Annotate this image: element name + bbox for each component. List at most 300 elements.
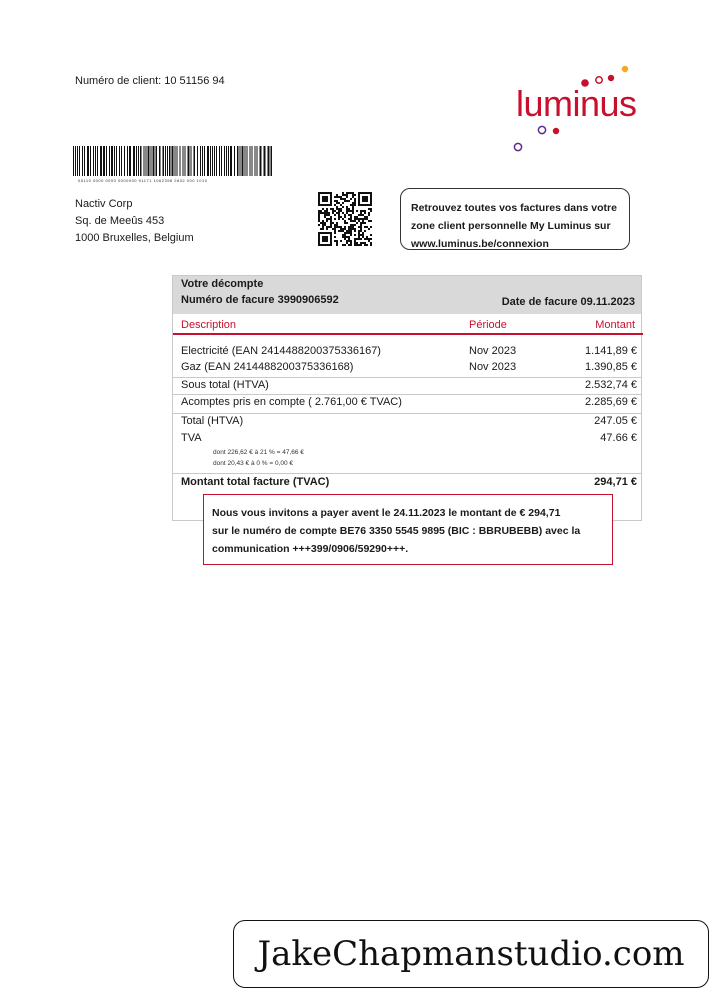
barcode-bar [167,146,168,176]
recipient-address [75,196,194,247]
qr-module [340,228,342,230]
qr-module [322,222,324,224]
barcode-bar [191,146,192,176]
qr-module [354,224,356,226]
qr-module [344,214,346,216]
qr-module [350,234,352,236]
qr-module [356,218,358,220]
qr-module [320,228,322,230]
qr-module [358,230,360,232]
barcode-bar [212,146,213,176]
qr-module [318,216,320,218]
qr-module [334,218,336,220]
qr-module [354,194,356,196]
qr-module [350,224,352,226]
qr-module [334,210,336,212]
qr-module [332,210,334,212]
qr-module [322,228,324,230]
qr-module [364,212,366,214]
row-divider [173,394,641,395]
qr-module [368,214,370,216]
qr-module [334,226,336,228]
barcode-bar [219,146,220,176]
qr-module [348,240,350,242]
barcode-bar [194,146,196,176]
qr-module [346,192,348,194]
barcode-bar [268,146,270,176]
barcode-bar [106,146,107,176]
qr-module [364,222,366,224]
qr-module [330,216,332,218]
vat-detail: dont 20,43 € à 0 % = 0,00 € [213,460,294,467]
qr-module [342,198,344,200]
barcode-bar [153,146,155,176]
qr-module [344,200,346,202]
header-divider [173,333,643,335]
qr-module [362,232,364,234]
qr-module [330,226,332,228]
qr-module [352,224,354,226]
qr-module [350,242,352,244]
qr-module [338,196,340,198]
qr-module [354,240,356,242]
barcode-bar [264,146,266,176]
barcode-bar [79,146,80,176]
qr-module [354,242,356,244]
qr-module [322,212,324,214]
qr-module [350,244,352,246]
qr-module [342,192,344,194]
qr-module [350,230,352,232]
qr-module [334,232,336,234]
barcode-bar [116,146,117,176]
barcode-bar [177,146,178,176]
qr-module [346,208,348,210]
barcode-bar [237,146,239,176]
qr-module [356,222,358,224]
total-amount: 294,71 € [594,476,637,488]
qr-module [336,226,338,228]
qr-module [338,226,340,228]
column-header-description: Description [181,319,237,331]
qr-module [322,208,324,210]
barcode-bar [224,146,225,176]
qr-module [324,212,326,214]
barcode [73,146,273,176]
payment-line: sur le numéro de compte BE76 3350 5545 9895 (BIC : BBRUBEBB) avec la [212,525,581,537]
qr-module [350,198,352,200]
qr-finder [322,236,328,242]
qr-module [340,216,342,218]
barcode-bar [221,146,222,176]
qr-module [324,210,326,212]
row-label: TVA [181,432,202,444]
barcode-bar [210,146,211,176]
barcode-bar [103,146,105,176]
qr-module [370,242,372,244]
qr-module [342,244,344,246]
qr-module [328,212,330,214]
qr-module [370,208,372,210]
qr-module [344,226,346,228]
qr-module [324,214,326,216]
row-amount: 247.05 € [594,415,637,427]
qr-module [346,242,348,244]
total-label: Montant total facture (TVAC) [181,476,330,488]
barcode-bar [82,146,83,176]
qr-module [322,220,324,222]
qr-module [340,240,342,242]
qr-module [340,208,342,210]
qr-module [338,212,340,214]
qr-module [354,238,356,240]
qr-module [360,224,362,226]
barcode-bar [245,146,246,176]
qr-module [332,222,334,224]
barcode-bar [214,146,215,176]
qr-module [330,208,332,210]
qr-module [370,226,372,228]
barcode-bar [75,146,76,176]
qr-module [336,194,338,196]
barcode-bar [202,146,203,176]
qr-module [354,204,356,206]
logo-dot [553,128,559,134]
qr-module [346,206,348,208]
barcode-bar [114,146,115,176]
qr-module [362,210,364,212]
qr-module [350,232,352,234]
qr-module [336,244,338,246]
qr-module [350,218,352,220]
qr-module [326,220,328,222]
info-line: Retrouvez toutes vos factures dans votre [411,202,617,214]
qr-module [364,230,366,232]
qr-module [340,210,342,212]
qr-module [352,212,354,214]
qr-module [350,210,352,212]
qr-module [364,210,366,212]
table-row [181,415,637,430]
qr-module [370,234,372,236]
qr-module [362,242,364,244]
qr-module [346,230,348,232]
qr-module [348,214,350,216]
qr-module [362,218,364,220]
qr-module [354,228,356,230]
qr-module [362,234,364,236]
qr-module [354,220,356,222]
qr-module [348,226,350,228]
qr-module [348,218,350,220]
qr-module [346,200,348,202]
barcode-bar [240,146,241,176]
barcode-bar [183,146,184,176]
qr-module [334,230,336,232]
row-divider [173,377,641,378]
qr-module [352,210,354,212]
barcode-bar [204,146,205,176]
qr-module [346,194,348,196]
barcode-bar [84,146,85,176]
qr-module [334,228,336,230]
barcode-bar [185,146,186,176]
qr-module [320,212,322,214]
qr-module [370,210,372,212]
qr-module [334,224,336,226]
qr-module [344,236,346,238]
address-company: Nactiv Corp [75,198,133,210]
qr-module [320,210,322,212]
qr-module [368,228,370,230]
qr-module [318,220,320,222]
row-label: Acomptes pris en compte ( 2.761,00 € TVAC) [181,396,402,408]
qr-module [368,220,370,222]
qr-module [348,192,350,194]
qr-module [364,242,366,244]
qr-module [360,226,362,228]
barcode-bar [260,146,262,176]
qr-module [362,236,364,238]
qr-module [344,220,346,222]
qr-module [366,216,368,218]
column-header-amount: Montant [595,319,635,331]
qr-module [358,236,360,238]
row-label: Electricité (EAN 241448820037533616​7) [181,345,381,357]
column-header-period: Période [469,319,507,331]
qr-module [326,226,328,228]
qr-module [368,208,370,210]
qr-module [322,226,324,228]
row-amount: 1.390,85 € [585,361,637,373]
barcode-bar [207,146,209,176]
qr-module [360,218,362,220]
qr-module [348,228,350,230]
table-row [181,396,637,411]
qr-module [336,196,338,198]
barcode-bar [230,146,232,176]
qr-module [326,212,328,214]
qr-module [326,210,328,212]
qr-module [318,218,320,220]
qr-module [358,214,360,216]
qr-module [334,236,336,238]
qr-module [348,230,350,232]
qr-module [370,220,372,222]
qr-module [342,206,344,208]
qr-module [336,202,338,204]
row-period: Nov 2023 [469,345,517,357]
table-row [181,432,637,447]
barcode-bar [148,146,150,176]
info-link[interactable]: www.luminus.be/connexion [411,238,549,250]
qr-module [326,228,328,230]
qr-module [344,244,346,246]
qr-module [348,238,350,240]
qr-module [324,222,326,224]
qr-module [358,220,360,222]
barcode-bar [124,146,125,176]
table-row [181,379,637,394]
qr-module [364,226,366,228]
qr-module [368,238,370,240]
qr-module [358,234,360,236]
qr-module [360,214,362,216]
qr-module [326,218,328,220]
qr-module [328,218,330,220]
qr-module [344,194,346,196]
qr-module [330,218,332,220]
qr-module [350,220,352,222]
qr-module [326,208,328,210]
qr-module [342,194,344,196]
address-street: Sq. de Meeûs 453 [75,215,165,227]
qr-module [336,242,338,244]
qr-module [354,198,356,200]
barcode-bar [234,146,235,176]
payment-line: communication +++399/0906/59290+++. [212,543,409,555]
client-number: Numéro de client: 10 51156 94 [75,75,225,87]
qr-module [354,218,356,220]
qr-module [350,214,352,216]
qr-module [354,234,356,236]
qr-module [360,210,362,212]
barcode-bar [226,146,227,176]
barcode-bar [257,146,258,176]
logo-dot [608,75,614,81]
statement-table [172,275,642,521]
barcode-bar [138,146,139,176]
barcode-bar [119,146,120,176]
table-row [181,345,637,360]
qr-module [338,218,340,220]
barcode-bar [129,146,131,176]
qr-module [368,212,370,214]
qr-module [358,226,360,228]
barcode-bar [180,146,181,176]
qr-module [366,236,368,238]
qr-module [342,234,344,236]
qr-module [320,222,322,224]
qr-module [344,238,346,240]
qr-module [348,244,350,246]
qr-module [344,232,346,234]
barcode-bar [163,146,165,176]
barcode-bar [73,146,74,176]
barcode-bar [200,146,201,176]
table-row [181,361,637,376]
row-label: Total (HTVA) [181,415,244,427]
row-divider [173,473,641,474]
qr-module [332,228,334,230]
qr-module [370,244,372,246]
barcode-bar [140,146,142,176]
qr-module [360,212,362,214]
qr-module [318,224,320,226]
qr-module [334,214,336,216]
qr-module [342,230,344,232]
qr-module [356,210,358,212]
qr-finder [322,196,328,202]
statement-header [173,276,641,314]
qr-module [354,200,356,202]
qr-module [344,216,346,218]
qr-module [362,214,364,216]
qr-module [334,204,336,206]
qr-module [366,218,368,220]
qr-module [360,222,362,224]
qr-module [338,214,340,216]
qr-module [322,224,324,226]
qr-module [350,192,352,194]
qr-module [356,238,358,240]
qr-module [356,242,358,244]
qr-module [318,210,320,212]
qr-module [358,244,360,246]
row-amount: 2.285,69 € [585,396,637,408]
qr-module [346,210,348,212]
barcode-bar [87,146,89,176]
barcode-bar [77,146,78,176]
qr-module [318,214,320,216]
barcode-bar [136,146,137,176]
qr-module [352,204,354,206]
qr-module [352,192,354,194]
barcode-bar [252,146,253,176]
qr-module [352,202,354,204]
qr-module [346,222,348,224]
qr-module [334,196,336,198]
qr-module [346,232,348,234]
qr-module [364,244,366,246]
invoice-date: Date de facure 09.11.2023 [501,296,635,308]
watermark: JakeChapmanstudio.com [233,920,709,988]
row-amount: 1.141,89 € [585,345,637,357]
qr-module [344,198,346,200]
qr-module [338,230,340,232]
qr-module [326,214,328,216]
barcode-bar [228,146,229,176]
qr-module [342,202,344,204]
qr-module [336,240,338,242]
qr-module [354,230,356,232]
qr-module [346,236,348,238]
qr-module [346,212,348,214]
qr-module [336,200,338,202]
qr-module [350,216,352,218]
qr-module [340,196,342,198]
barcode-bar [93,146,94,176]
qr-module [346,196,348,198]
qr-module [336,212,338,214]
qr-module [344,222,346,224]
payment-instructions [203,494,613,565]
qr-module [334,200,336,202]
qr-module [336,208,338,210]
qr-module [342,218,344,220]
barcode-bar [90,146,91,176]
qr-module [340,230,342,232]
barcode-bar [197,146,198,176]
qr-module [338,210,340,212]
barcode-bar [144,146,145,176]
qr-module [352,220,354,222]
row-period: Nov 2023 [469,361,517,373]
qr-module [350,240,352,242]
qr-module [364,216,366,218]
logo-dot [514,143,521,150]
qr-module [328,226,330,228]
